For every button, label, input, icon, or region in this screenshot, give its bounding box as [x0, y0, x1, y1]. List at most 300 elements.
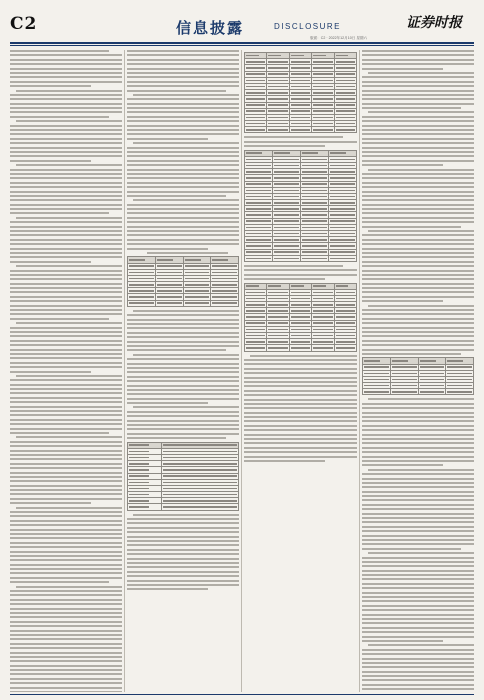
text-line	[362, 442, 474, 444]
text-line	[10, 226, 122, 228]
table-cell	[312, 127, 334, 133]
text-line	[127, 138, 208, 140]
text-line	[127, 415, 239, 417]
text-line	[362, 631, 474, 633]
text-line	[127, 371, 239, 373]
text-line	[127, 424, 239, 426]
text-line	[10, 155, 122, 157]
data-table	[127, 256, 239, 307]
text-line	[127, 527, 239, 529]
newspaper-logo: 证券时报	[406, 15, 462, 31]
text-line	[127, 558, 239, 560]
text-line	[127, 169, 239, 171]
text-line	[10, 111, 122, 113]
text-line	[362, 155, 474, 157]
text-line	[10, 428, 122, 430]
text-line	[362, 548, 461, 550]
text-line	[362, 59, 474, 61]
text-line	[127, 571, 239, 573]
text-line	[127, 226, 239, 228]
text-line	[362, 243, 474, 245]
text-line	[16, 507, 122, 509]
text-line	[127, 248, 208, 250]
text-line	[362, 429, 474, 431]
text-line	[362, 274, 474, 276]
text-line	[127, 230, 239, 232]
text-line	[10, 665, 122, 667]
text-line	[127, 103, 239, 105]
text-line	[362, 491, 474, 493]
text-line	[362, 473, 474, 475]
data-table	[244, 52, 357, 133]
text-line	[362, 287, 474, 289]
text-line	[244, 442, 357, 444]
text-line	[10, 195, 122, 197]
text-line	[10, 515, 122, 517]
text-line	[362, 684, 474, 686]
text-line	[10, 234, 122, 236]
text-line	[362, 186, 474, 188]
text-line	[362, 133, 474, 135]
text-line	[10, 410, 122, 412]
text-line	[244, 403, 357, 405]
text-line	[10, 357, 122, 359]
text-line	[127, 239, 239, 241]
data-table	[244, 150, 357, 262]
text-line	[127, 212, 239, 214]
text-line	[127, 420, 239, 422]
text-line	[127, 72, 239, 74]
text-line	[127, 54, 239, 56]
text-line	[127, 518, 239, 520]
text-line	[362, 447, 474, 449]
text-line	[127, 398, 239, 400]
text-line	[362, 195, 474, 197]
text-line	[362, 407, 474, 409]
text-line	[362, 658, 474, 660]
text-line	[362, 434, 474, 436]
text-line	[10, 660, 122, 662]
column-divider	[124, 50, 125, 692]
text-line	[362, 416, 474, 418]
text-line	[16, 322, 122, 324]
text-line	[127, 584, 239, 586]
text-line	[127, 319, 239, 321]
text-line	[10, 151, 122, 153]
text-line	[362, 609, 474, 611]
text-line	[10, 344, 122, 346]
text-line	[127, 402, 208, 404]
text-line	[368, 169, 474, 171]
text-line	[127, 536, 239, 538]
text-line	[127, 380, 239, 382]
text-line	[10, 647, 122, 649]
text-line	[362, 151, 474, 153]
text-line	[127, 182, 239, 184]
text-line	[10, 414, 122, 416]
text-line	[362, 535, 474, 537]
text-line	[362, 478, 474, 480]
text-line	[10, 392, 122, 394]
text-line	[127, 217, 239, 219]
text-line	[362, 291, 474, 293]
text-line	[10, 353, 122, 355]
text-line	[368, 72, 474, 74]
table-cell	[211, 300, 239, 306]
text-line	[10, 230, 122, 232]
text-line	[127, 234, 239, 236]
text-line	[362, 98, 474, 100]
text-line	[127, 186, 239, 188]
text-line	[10, 559, 122, 561]
text-line	[362, 666, 474, 668]
text-line	[10, 656, 122, 658]
table-cell	[245, 127, 267, 133]
text-line	[10, 173, 122, 175]
text-line	[16, 375, 122, 377]
text-line	[10, 349, 122, 351]
text-line	[244, 145, 325, 147]
text-line	[127, 433, 239, 435]
text-line	[362, 120, 474, 122]
table-cell	[363, 389, 391, 395]
data-table	[244, 283, 357, 352]
text-line	[10, 169, 122, 171]
text-line	[16, 217, 122, 219]
text-line	[10, 366, 122, 368]
text-line	[362, 261, 474, 263]
text-line	[10, 397, 122, 399]
text-line	[244, 399, 357, 401]
text-line	[362, 592, 474, 594]
text-line	[10, 305, 122, 307]
table-cell	[183, 300, 211, 306]
text-line	[16, 586, 122, 588]
text-line	[362, 309, 474, 311]
table-cell	[334, 127, 356, 133]
text-line	[127, 580, 239, 582]
text-line	[362, 129, 474, 131]
text-line	[10, 278, 122, 280]
text-line	[10, 537, 122, 539]
table-cell	[267, 345, 289, 351]
text-line	[133, 514, 239, 516]
text-line	[127, 332, 239, 334]
text-line	[10, 524, 122, 526]
text-line	[127, 120, 239, 122]
text-line	[368, 644, 474, 646]
text-line	[362, 627, 474, 629]
text-line	[362, 557, 474, 559]
text-line	[127, 327, 239, 329]
text-line	[10, 243, 122, 245]
text-line	[133, 406, 239, 408]
text-line	[10, 423, 122, 425]
text-line	[16, 90, 122, 92]
text-line	[133, 94, 239, 96]
text-line	[10, 480, 122, 482]
text-line	[362, 335, 474, 337]
text-line	[362, 653, 474, 655]
text-line	[244, 377, 357, 379]
table-cell	[446, 389, 474, 395]
text-line	[16, 164, 122, 166]
text-line	[362, 344, 474, 346]
text-line	[10, 406, 122, 408]
text-line	[368, 230, 474, 232]
text-line	[127, 363, 239, 365]
text-line	[362, 318, 474, 320]
text-line	[127, 195, 226, 197]
text-line	[362, 675, 474, 677]
text-line	[127, 221, 239, 223]
text-line	[362, 142, 474, 144]
text-line	[10, 608, 122, 610]
text-line	[10, 454, 122, 456]
text-line	[10, 296, 122, 298]
text-line	[10, 287, 122, 289]
text-line	[10, 533, 122, 535]
text-line	[10, 572, 122, 574]
text-line	[127, 177, 239, 179]
text-line	[127, 147, 239, 149]
text-line	[10, 103, 122, 105]
text-line	[10, 652, 122, 654]
header-rule	[10, 42, 474, 44]
text-line	[10, 476, 122, 478]
text-line	[368, 469, 474, 471]
text-line	[127, 522, 239, 524]
text-line	[362, 68, 443, 70]
text-line	[362, 482, 474, 484]
text-line	[362, 688, 474, 690]
column-1	[10, 50, 122, 692]
text-line	[10, 542, 122, 544]
text-line	[362, 636, 474, 638]
text-line	[10, 432, 109, 434]
text-line	[127, 393, 239, 395]
text-line	[10, 502, 91, 504]
text-line	[10, 362, 122, 364]
text-line	[10, 603, 122, 605]
text-line	[362, 561, 474, 563]
text-line	[10, 221, 122, 223]
text-line	[244, 456, 357, 458]
text-line	[147, 252, 228, 254]
text-line	[10, 125, 122, 127]
text-line	[10, 335, 122, 337]
text-line	[10, 638, 122, 640]
text-line	[362, 50, 474, 52]
table-cell	[245, 345, 267, 351]
text-line	[10, 634, 122, 636]
text-line	[362, 530, 474, 532]
text-line	[10, 669, 122, 671]
table-cell	[155, 300, 183, 306]
text-line	[10, 555, 122, 557]
header-rule-thin	[10, 45, 474, 46]
text-line	[362, 116, 474, 118]
text-line	[10, 379, 122, 381]
text-line	[127, 125, 239, 127]
text-line	[10, 493, 122, 495]
text-line	[362, 499, 474, 501]
text-line	[362, 349, 474, 351]
text-line	[127, 111, 239, 113]
text-line	[244, 141, 357, 143]
text-line	[244, 429, 357, 431]
text-line	[10, 239, 122, 241]
text-line	[362, 331, 474, 333]
text-line	[10, 309, 122, 311]
text-line	[362, 671, 474, 673]
text-line	[10, 682, 122, 684]
text-line	[127, 367, 239, 369]
text-line	[127, 411, 239, 413]
text-line	[362, 353, 461, 355]
text-line	[362, 403, 474, 405]
table-cell	[301, 255, 329, 261]
table-cell	[390, 389, 418, 395]
text-line	[16, 436, 122, 438]
text-line	[362, 63, 474, 65]
text-line	[10, 261, 91, 263]
page-header	[10, 8, 474, 42]
text-line	[362, 583, 474, 585]
text-line	[10, 577, 122, 579]
text-line	[10, 590, 122, 592]
text-line	[362, 125, 474, 127]
text-line	[10, 59, 122, 61]
text-line	[362, 340, 474, 342]
text-line	[133, 310, 239, 312]
text-line	[10, 212, 109, 214]
text-line	[10, 63, 122, 65]
text-line	[10, 581, 109, 583]
text-line	[127, 116, 239, 118]
text-line	[362, 256, 474, 258]
text-line	[362, 570, 474, 572]
text-line	[127, 160, 239, 162]
text-line	[244, 425, 357, 427]
table-cell	[312, 345, 334, 351]
text-line	[10, 445, 122, 447]
text-line	[10, 191, 122, 193]
text-line	[10, 313, 122, 315]
text-line	[362, 618, 474, 620]
text-line	[10, 291, 122, 293]
text-line	[10, 270, 122, 272]
text-line	[362, 199, 474, 201]
text-line	[362, 217, 474, 219]
section-title-english: DISCLOSURE	[274, 22, 342, 31]
text-line	[10, 204, 122, 206]
text-line	[244, 136, 343, 138]
text-line	[10, 283, 122, 285]
text-line	[362, 649, 474, 651]
footer-rule	[10, 694, 474, 695]
text-line	[362, 451, 474, 453]
text-line	[10, 498, 122, 500]
text-line	[362, 578, 474, 580]
text-line	[10, 147, 122, 149]
text-line	[10, 564, 122, 566]
text-line	[362, 327, 474, 329]
text-line	[10, 76, 122, 78]
text-line	[244, 447, 357, 449]
text-line	[127, 59, 239, 61]
data-table	[362, 357, 474, 395]
text-line	[10, 621, 122, 623]
text-line	[127, 341, 239, 343]
text-line	[16, 120, 122, 122]
text-line	[127, 358, 239, 360]
text-line	[10, 252, 122, 254]
text-line	[10, 489, 122, 491]
text-line	[10, 678, 122, 680]
text-line	[362, 107, 461, 109]
text-line	[10, 256, 122, 258]
text-line	[362, 283, 474, 285]
text-line	[362, 94, 474, 96]
text-line	[10, 186, 122, 188]
text-line	[127, 566, 239, 568]
text-line	[362, 138, 474, 140]
text-line	[127, 107, 239, 109]
text-line	[244, 460, 325, 462]
text-line	[10, 98, 122, 100]
text-line	[362, 234, 474, 236]
text-line	[10, 81, 122, 83]
text-line	[10, 129, 122, 131]
text-line	[362, 521, 474, 523]
text-line	[10, 568, 122, 570]
text-line	[127, 191, 239, 193]
text-line	[10, 691, 122, 692]
text-line	[10, 612, 122, 614]
text-line	[362, 605, 474, 607]
text-line	[127, 553, 239, 555]
text-line	[10, 50, 109, 52]
text-line	[10, 177, 122, 179]
text-line	[127, 133, 239, 135]
text-line	[10, 300, 122, 302]
text-line	[362, 517, 474, 519]
text-line	[127, 68, 239, 70]
table-cell	[267, 127, 289, 133]
text-line	[127, 63, 239, 65]
text-line	[362, 208, 474, 210]
text-line	[127, 81, 239, 83]
text-line	[362, 504, 474, 506]
header-meta: 版面：C2 · 2022年12月10日 星期六	[310, 36, 368, 40]
text-line	[362, 270, 474, 272]
text-line	[10, 199, 122, 201]
text-line	[127, 549, 239, 551]
text-line	[244, 269, 357, 271]
text-line	[127, 575, 239, 577]
text-line	[10, 625, 122, 627]
text-line	[10, 327, 122, 329]
table-cell	[162, 504, 239, 510]
text-line	[10, 419, 122, 421]
text-line	[362, 574, 474, 576]
text-line	[10, 133, 122, 135]
text-line	[362, 420, 474, 422]
text-line	[10, 107, 122, 109]
text-line	[10, 388, 122, 390]
text-line	[16, 265, 122, 267]
